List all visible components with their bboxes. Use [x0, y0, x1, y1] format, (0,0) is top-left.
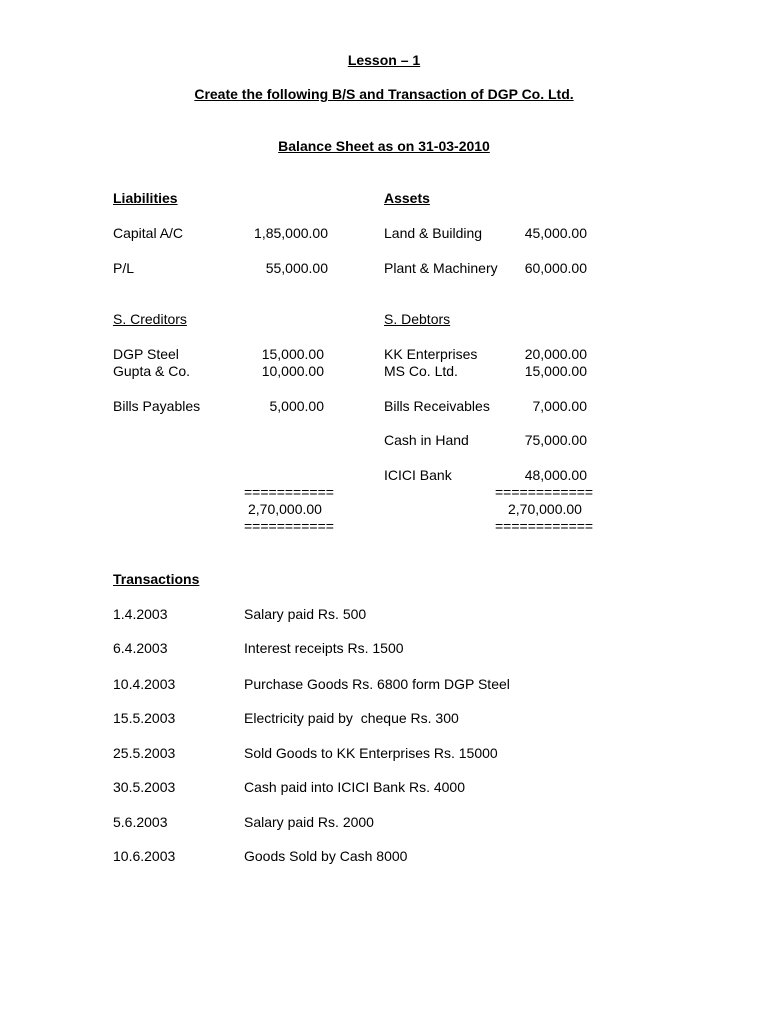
pl-label: P/L: [113, 260, 135, 276]
creditor-name: DGP Steel: [113, 346, 179, 362]
assets-heading: Assets: [384, 190, 430, 206]
debtor-value: 15,000.00: [524, 363, 587, 379]
land-building-value: 45,000.00: [524, 225, 587, 241]
cash-in-hand-label: Cash in Hand: [384, 432, 469, 448]
liabilities-separator-bottom: ===========: [244, 518, 334, 534]
liabilities-heading: Liabilities: [113, 190, 178, 206]
capital-label: Capital A/C: [113, 225, 184, 241]
transaction-description: Salary paid Rs. 500: [244, 606, 367, 622]
transaction-date: 1.4.2003: [113, 606, 168, 622]
bills-receivables-label: Bills Receivables: [384, 398, 490, 414]
debtor-value: 20,000.00: [524, 346, 587, 362]
icici-bank-value: 48,000.00: [524, 467, 587, 483]
bills-payables-label: Bills Payables: [113, 398, 201, 414]
transaction-date: 10.6.2003: [113, 848, 176, 864]
liabilities-separator-top: ===========: [244, 484, 334, 500]
transaction-description: Cash paid into ICICI Bank Rs. 4000: [244, 779, 466, 795]
bills-payables-value: 5,000.00: [269, 398, 324, 414]
creditor-value: 15,000.00: [261, 346, 324, 362]
creditor-name: Gupta & Co.: [113, 363, 191, 379]
debtors-heading: S. Debtors: [384, 311, 451, 327]
plant-machinery-value: 60,000.00: [524, 260, 587, 276]
assets-total: 2,70,000.00: [508, 501, 582, 517]
assets-separator-top: ============: [495, 484, 594, 500]
transaction-description: Electricity paid by cheque Rs. 300: [244, 710, 459, 726]
lesson-title: Lesson – 1: [347, 52, 421, 68]
transaction-date: 6.4.2003: [113, 640, 168, 656]
transaction-date: 5.6.2003: [113, 814, 168, 830]
plant-machinery-label: Plant & Machinery: [384, 260, 498, 276]
transaction-description: Sold Goods to KK Enterprises Rs. 15000: [244, 745, 498, 761]
creditors-heading: S. Creditors: [113, 311, 187, 327]
bills-receivables-value: 7,000.00: [532, 398, 587, 414]
transaction-description: Goods Sold by Cash 8000: [244, 848, 408, 864]
transaction-description: Salary paid Rs. 2000: [244, 814, 374, 830]
cash-in-hand-value: 75,000.00: [524, 432, 587, 448]
transactions-heading: Transactions: [113, 571, 200, 587]
transaction-date: 10.4.2003: [113, 676, 176, 692]
balance-sheet-title: Balance Sheet as on 31-03-2010: [278, 138, 490, 154]
creditor-value: 10,000.00: [261, 363, 324, 379]
transaction-date: 25.5.2003: [113, 745, 176, 761]
land-building-label: Land & Building: [384, 225, 483, 241]
pl-value: 55,000.00: [265, 260, 328, 276]
instruction-heading: Create the following B/S and Transaction of DGP Co. Ltd.: [194, 86, 574, 102]
debtor-name: KK Enterprises: [384, 346, 478, 362]
liabilities-total: 2,70,000.00: [248, 501, 322, 517]
transaction-date: 30.5.2003: [113, 779, 176, 795]
transaction-description: Purchase Goods Rs. 6800 form DGP Steel: [244, 676, 510, 692]
icici-bank-label: ICICI Bank: [384, 467, 452, 483]
transaction-description: Interest receipts Rs. 1500: [244, 640, 404, 656]
capital-value: 1,85,000.00: [254, 225, 328, 241]
assets-separator-bottom: ============: [495, 518, 594, 534]
transaction-date: 15.5.2003: [113, 710, 176, 726]
debtor-name: MS Co. Ltd.: [384, 363, 458, 379]
